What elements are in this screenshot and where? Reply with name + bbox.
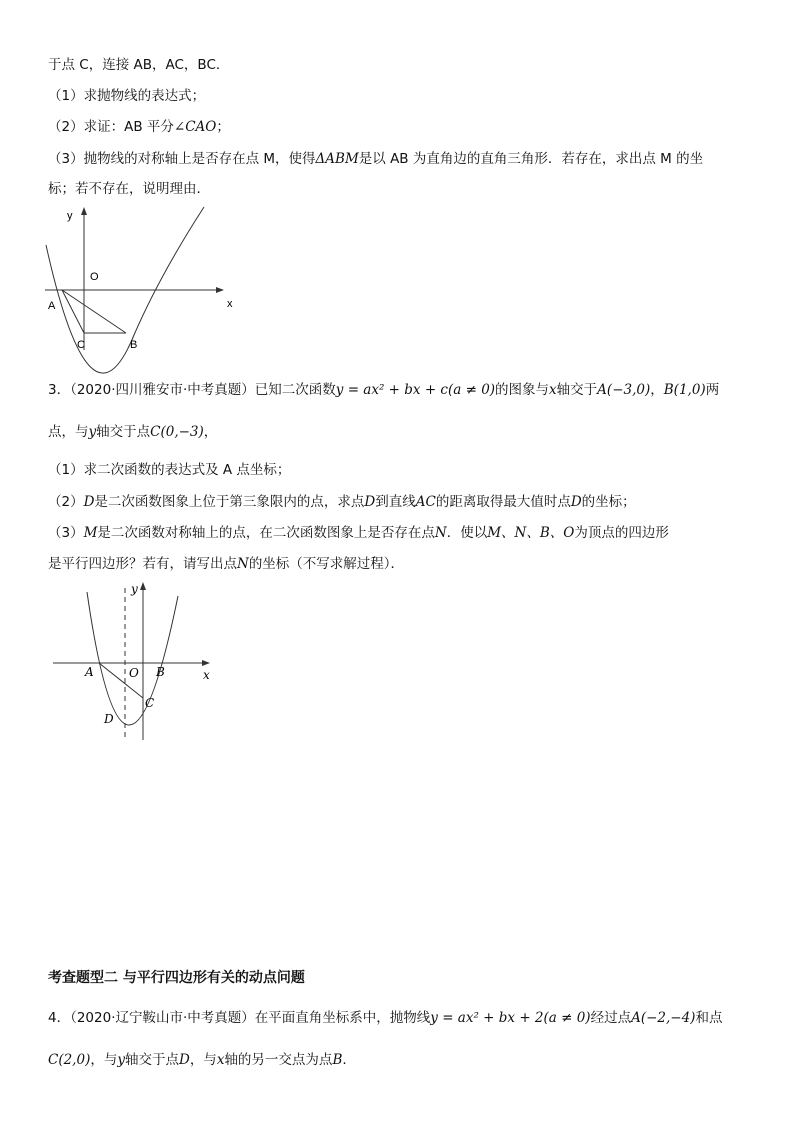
q3-y-arrow bbox=[140, 582, 146, 590]
q3-part1: （1）求二次函数的表达式及 A 点坐标； bbox=[48, 462, 291, 478]
q2-label-x: x bbox=[227, 298, 233, 310]
q2-label-c: C bbox=[77, 339, 85, 351]
q3-label-a: A bbox=[85, 665, 94, 679]
q2-segment-ac bbox=[62, 290, 84, 333]
q3-label-b: B bbox=[156, 665, 165, 679]
q2-part3: （3）抛物线的对称轴上是否存在点 M，使得ΔABM是以 AB 为直角边的直角三角形．若存在，求出点 M 的坐 bbox=[48, 151, 704, 167]
q3-parabola bbox=[87, 592, 178, 725]
section-heading: 考查题型二 与平行四边形有关的动点问题 bbox=[48, 970, 305, 986]
q2-label-y: y bbox=[67, 210, 73, 222]
q2-label-a: A bbox=[48, 300, 56, 312]
q2-x-arrow bbox=[216, 287, 224, 293]
q3-label-d: D bbox=[104, 712, 114, 726]
q2-part3-cont: 标；若不存在，说明理由． bbox=[48, 181, 210, 197]
q2-label-o: O bbox=[90, 271, 99, 283]
q2-label-b: B bbox=[130, 339, 138, 351]
q2-part2: （2）求证：AB 平分∠CAO； bbox=[48, 119, 230, 135]
q3-x-arrow bbox=[202, 660, 210, 666]
q2-segment-ab bbox=[62, 290, 126, 333]
q3-part2: （2）D是二次函数图象上位于第三象限内的点，求点D到直线AC的距离取得最大值时点D的坐标； bbox=[48, 494, 636, 510]
q3-label-o: O bbox=[129, 666, 139, 680]
q2-part1: （1）求抛物线的表达式； bbox=[48, 88, 206, 104]
q2-y-arrow bbox=[81, 207, 87, 215]
q3-intro-cont: 点，与y轴交于点C(0,−3)， bbox=[48, 424, 218, 440]
q3-parabola-figure bbox=[45, 578, 225, 743]
q3-part3-cont: 是平行四边形？若有，请写出点N的坐标（不写求解过程）． bbox=[48, 556, 405, 572]
q3-label-y: y bbox=[131, 582, 138, 596]
q3-part3: （3）M是二次函数对称轴上的点，在二次函数图象上是否存在点N．使以M、N、B、O为顶点的四边形 bbox=[48, 525, 669, 541]
q3-label-x: x bbox=[203, 668, 210, 682]
q3-intro: 3．（2020·四川雅安市·中考真题）已知二次函数y = ax² + bx + c(a ≠ 0)的图象与x轴交于A(−3,0)，B(1,0)两 bbox=[48, 382, 720, 398]
q2-line0: 于点 C，连接 AB，AC，BC． bbox=[48, 57, 230, 73]
q3-label-c: C bbox=[145, 696, 155, 710]
q4-intro-cont: C(2,0)，与y轴交于点D，与x轴的另一交点为点B. bbox=[48, 1052, 347, 1068]
q2-parabola-figure bbox=[40, 205, 240, 355]
q4-intro: 4．（2020·辽宁鞍山市·中考真题）在平面直角坐标系中，抛物线y = ax² + bx + 2(a ≠ 0)经过点A(−2,−4)和点 bbox=[48, 1010, 723, 1026]
